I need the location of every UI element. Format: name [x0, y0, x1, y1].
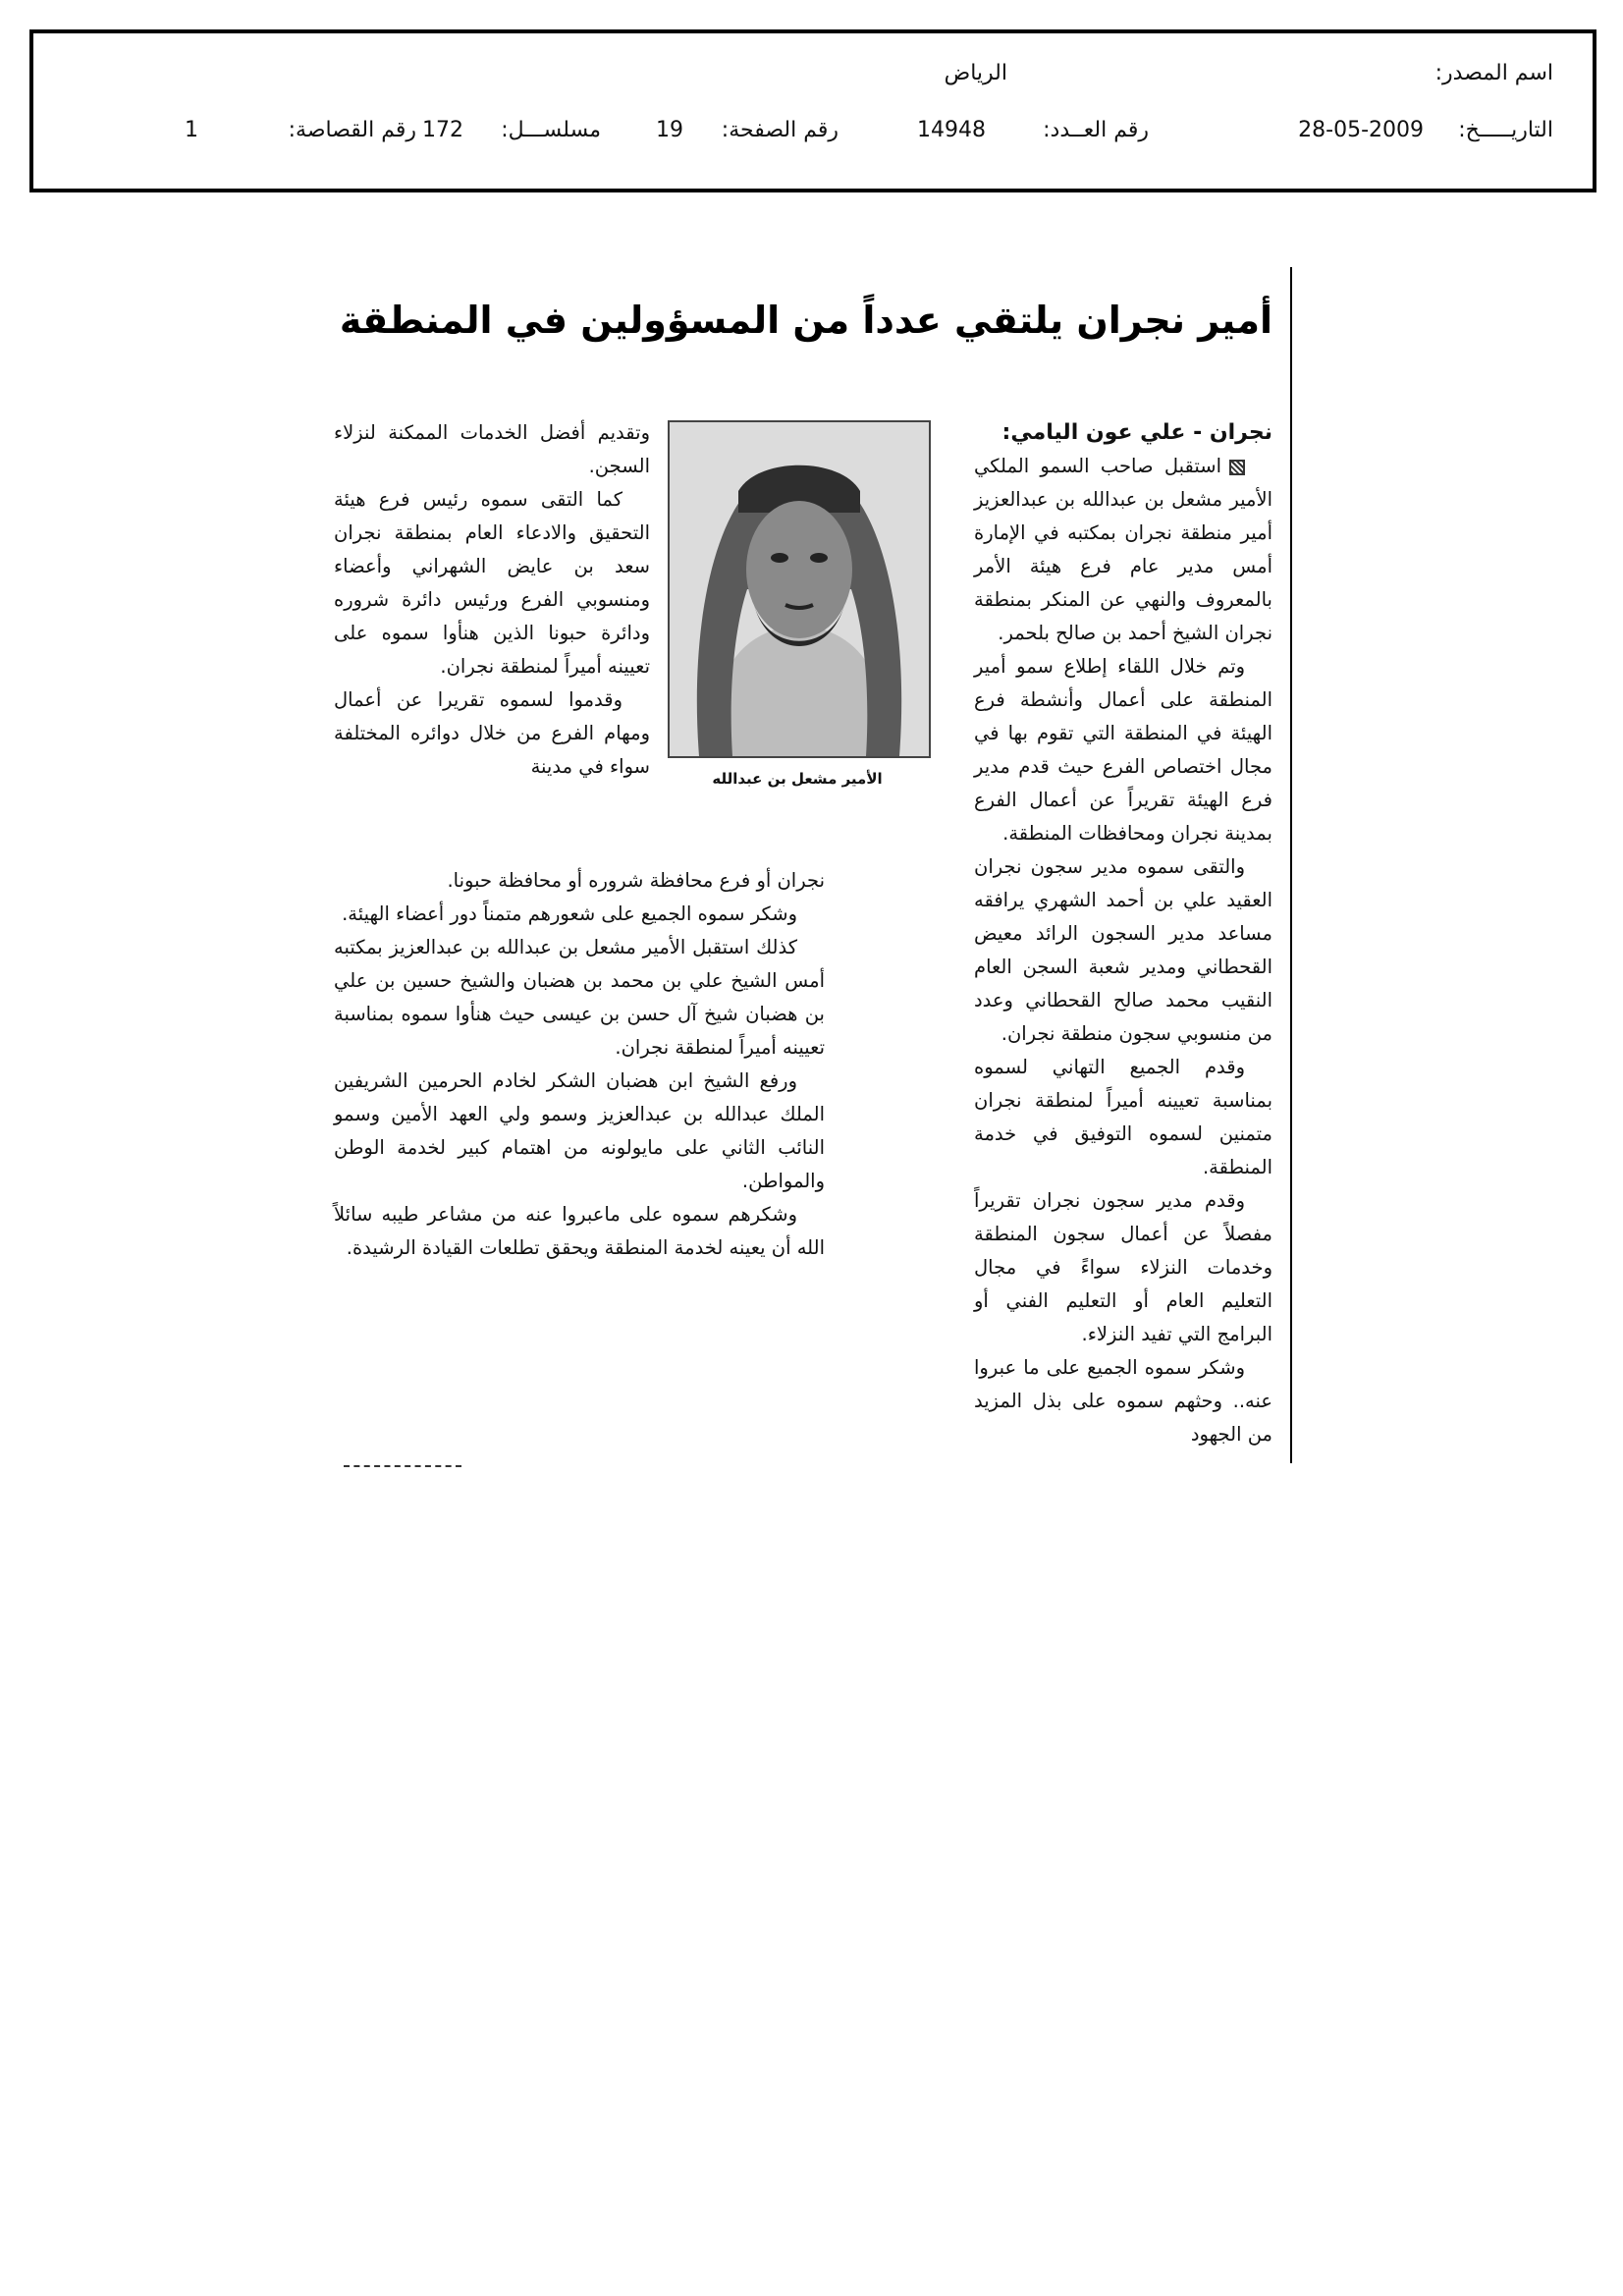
paragraph: وقدم مدير سجون نجران تقريراً مفصلاً عن أعمال سجون المنطقة وخدمات النزلاء سواءً في مجال التعليم العام أو التعليم الفني أو البرامج التي تفيد النزلاء. [974, 1189, 1272, 1345]
paragraph-bullet-icon [1229, 460, 1245, 475]
article-byline: نجران - علي عون اليامي: [1001, 420, 1272, 445]
portrait-photo [668, 420, 931, 758]
clip-label: رقم القصاصة: [288, 118, 416, 142]
clipping-header [29, 29, 1596, 192]
column-rule [1290, 267, 1292, 1463]
article-column-left-top [334, 416, 650, 784]
paragraph: وشكرهم سموه على ماعبروا عنه من مشاعر طيبه سائلاً الله أن يعينه لخدمة المنطقة ويحقق تطلعات القيادة الرشيدة. [334, 1203, 825, 1259]
paragraph: وقدموا لسموه تقريرا عن أعمال ومهام الفرع من خلال دوائره المختلفة سواء في مدينة [334, 688, 650, 778]
serial-value: 172 [422, 118, 463, 142]
paragraph: وتقديم أفضل الخدمات الممكنة لنزلاء السجن. [334, 421, 650, 477]
article-headline: أمير نجران يلتقي عدداً من المسؤولين في المنطقة [339, 299, 1272, 342]
paragraph: وقدم الجميع التهاني لسموه بمناسبة تعيينه أميراً لمنطقة نجران متمنين لسموه التوفيق في خدمة المنطقة. [974, 1056, 1272, 1178]
paragraph: كما التقى سموه رئيس فرع هيئة التحقيق والادعاء العام بمنطقة نجران سعد بن عايض الشهراني وأعضاء ومنسوبي الفرع ورئيس دائرة شروره ودائرة حبونا الذين هنأوا سموه على تعيينه أميراً لمنطقة نجران. [334, 488, 650, 678]
paragraph: نجران أو فرع محافظة شروره أو محافظة حبونا. [447, 869, 825, 892]
date-label: التاريـــــخ: [1458, 118, 1553, 142]
clip-value: 1 [185, 118, 198, 142]
paragraph: وشكر سموه الجميع على ما عبروا عنه.. وحثهم سموه على بذل المزيد من الجهود [974, 1356, 1272, 1446]
article-column-right [974, 416, 1272, 1451]
paragraph: ورفع الشيخ ابن هضبان الشكر لخادم الحرمين الشريفين الملك عبدالله بن عبدالعزيز وسمو ولي العهد الأمين وسمو النائب الثاني على مايولونه من اهتمام كبير لخدمة الوطن والمواطن. [334, 1069, 825, 1192]
page-label: رقم الصفحة: [721, 118, 839, 142]
newspaper-clipping [295, 255, 1296, 1473]
issue-value: 14948 [917, 118, 986, 142]
source-value: الرياض [944, 61, 1007, 85]
paragraph: وتم خلال اللقاء إطلاع سمو أمير المنطقة على أعمال وأنشطة فرع الهيئة في المنطقة التي تقوم بها في مجال اختصاص الفرع حيث قدم مدير فرع الهيئة تقريراً عن أعمال الفرع بمدينة نجران ومحافظات المنطقة. [974, 655, 1272, 845]
page-value: 19 [656, 118, 683, 142]
photo-caption: الأمير مشعل بن عبدالله [712, 770, 883, 788]
portrait-image [670, 422, 929, 756]
source-label: اسم المصدر: [1434, 61, 1553, 85]
date-value: 28-05-2009 [1298, 118, 1424, 142]
end-rule [344, 1465, 461, 1467]
serial-label: مسلســـل: [501, 118, 601, 142]
issue-label: رقم العــدد: [1043, 118, 1149, 142]
article-column-left-bottom [334, 864, 825, 1265]
paragraph: والتقى سموه مدير سجون نجران العقيد علي بن أحمد الشهري يرافقه مساعد مدير السجون الرائد معيض القحطاني ومدير شعبة السجن العام النقيب محمد صالح القحطاني وعدد من منسوبي سجون منطقة نجران. [974, 855, 1272, 1045]
paragraph: كذلك استقبل الأمير مشعل بن عبدالله بن عبدالعزيز بمكتبه أمس الشيخ علي بن محمد بن هضبان والشيخ حسين بن علي بن هضبان شيخ آل حسن بن عيسى حيث هنأوا سموه بمناسبة تعيينه أميراً لمنطقة نجران. [334, 936, 825, 1059]
paragraph: وشكر سموه الجميع على شعورهم متمناً دور أعضاء الهيئة. [342, 902, 797, 925]
paragraph: استقبل صاحب السمو الملكي الأمير مشعل بن عبدالله بن عبدالعزيز أمير منطقة نجران بمكتبه في الإمارة أمس مدير عام فرع هيئة الأمر بالمعروف والنهي عن المنكر بمنطقة نجران الشيخ أحمد بن صالح بلحمر. [974, 455, 1272, 644]
